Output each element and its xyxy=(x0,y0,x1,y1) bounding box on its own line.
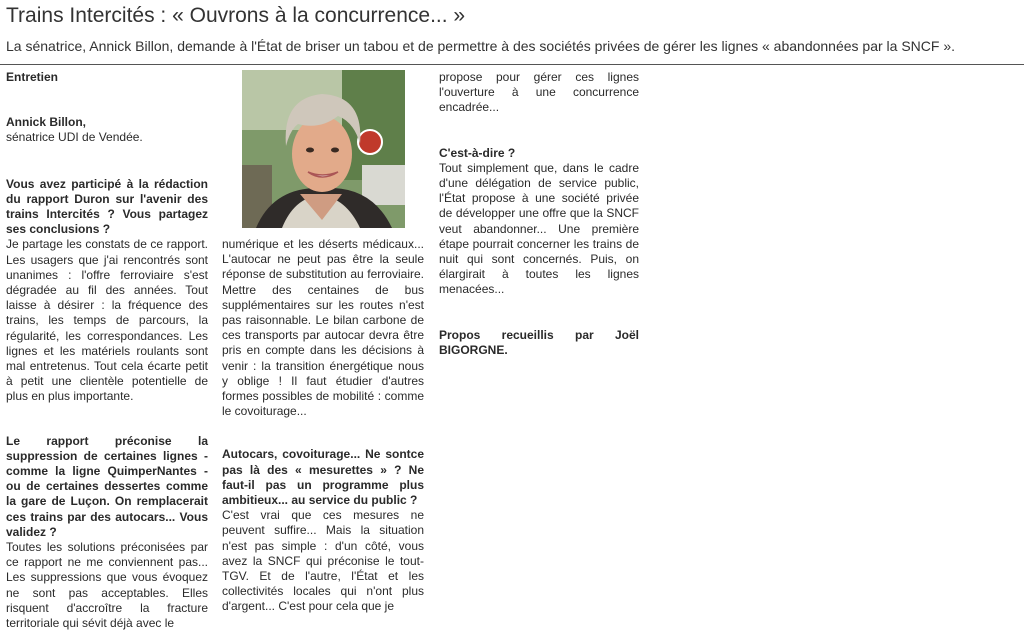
column-3 xyxy=(439,70,639,358)
answer-2-part-1: Toutes les solutions préconisées par ce rapport ne me conviennent pas... Les suppressions que vous évoquez ne sont pas acceptables. Elles risquent d'accroître la fracture territoriale qui sévit déjà avec le xyxy=(6,540,208,631)
answer-3-part-2: propose pour gérer ces lignes l'ouverture à une concurrence encadrée... xyxy=(439,70,639,115)
portrait-photo xyxy=(242,70,405,228)
interviewee-title: sénatrice UDI de Vendée. xyxy=(6,130,143,145)
answer-3-part-1: C'est vrai que ces mesures ne peuvent suffire... Mais la situation n'est pas simple : d'un côté, vous avez la SNCF qui préconise le tout-TGV. Et de l'autre, l'État et les collectivités locales qui n'ont plus d'argent... C'est pour cela que je xyxy=(222,508,424,614)
column-1 xyxy=(6,70,208,631)
article-standfirst: La sénatrice, Annick Billon, demande à l'État de briser un tabou et de permettre à des sociétés privées de gérer les lignes « abandonnées par la SNCF ». xyxy=(6,38,956,54)
question-3: Autocars, covoiturage... Ne sontce pas là des « mesurettes » ? Ne faut-il pas un programme plus ambitieux... au service du public ? xyxy=(222,447,424,508)
question-2: Le rapport préconise la suppression de certaines lignes - comme la ligne QuimperNantes - ou de certaines dessertes comme la gare de Luçon. On remplacerait ces trains par des autocars... Vous validez ? xyxy=(6,433,208,539)
column-2 xyxy=(222,237,424,615)
article-headline: Trains Intercités : « Ouvrons à la concurrence... » xyxy=(6,4,466,27)
answer-2-part-2: numérique et les déserts médicaux... L'autocar ne peut pas être la seule réponse de substitution au ferroviaire. Mettre des centaines de bus supplémentaires sur les routes n'est pas raisonnable. Le bilan carbone de ces transports par autocar devra être pris en compte dans les décisions à venir : la transition énergétique nous y oblige ! Il faut étudier d'autres formes possibles de mobilité : comme le covoiturage... xyxy=(222,237,424,419)
header-divider xyxy=(0,64,1024,65)
answer-4: Tout simplement que, dans le cadre d'une délégation de service public, l'État propose à une société privée de développer une offre que la SNCF veut abandonner... Une première étape pourrait concerner les trains de nuit qui sont concernés. Puis, on élargirait à toutes les lignes menacées... xyxy=(439,160,639,297)
question-4: C'est-à-dire ? xyxy=(439,145,516,160)
interviewee-name: Annick Billon, xyxy=(6,115,87,130)
rubric-label: Entretien xyxy=(6,70,59,84)
answer-1: Je partage les constats de ce rapport. Les usagers que j'ai rencontrés sont unanimes : l'offre ferroviaire s'est dégradée au fil des années. Tout laisse à désirer : la fréquence des trains, les temps de parcours, la régularité, les correspondances. Les lignes et les matériels roulants sont mal entretenus. Tout cela écarte petit à petit une clientèle potentielle de plus en plus importante. xyxy=(6,237,208,404)
credit-line: Propos recueillis par Joël BIGORGNE. xyxy=(439,327,639,357)
question-1: Vous avez participé à la rédaction du rapport Duron sur l'avenir des trains Intercités ? Vous partagez ses conclusions ? xyxy=(6,176,208,237)
